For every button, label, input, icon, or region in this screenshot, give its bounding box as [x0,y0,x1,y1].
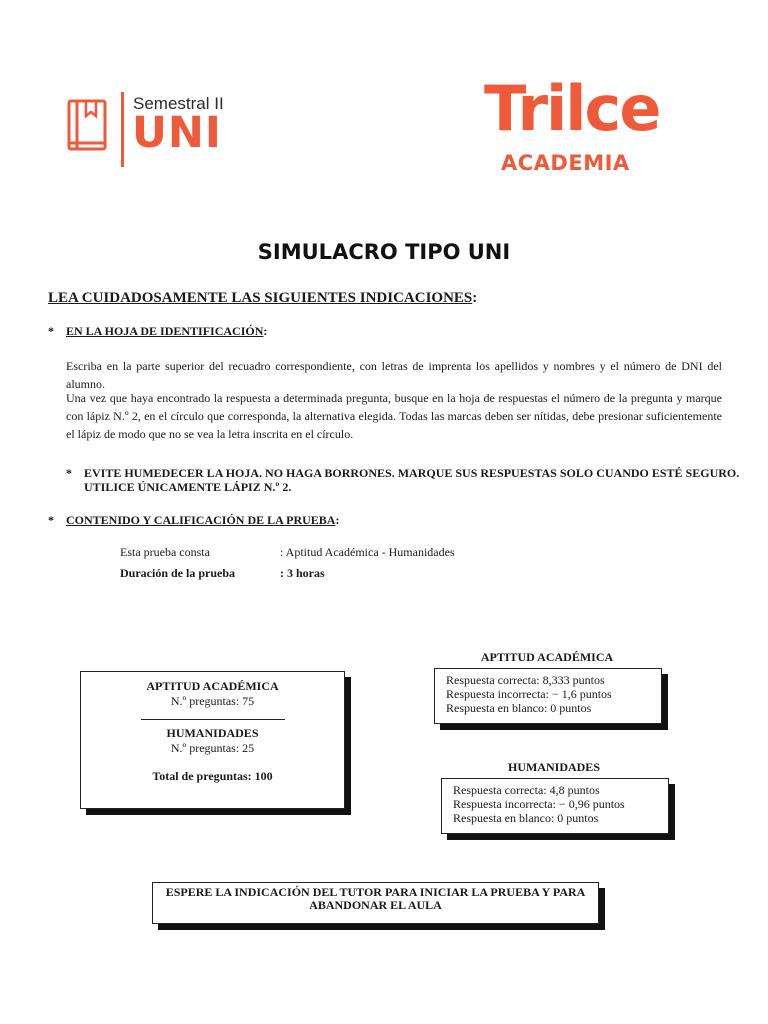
logo-subtitle: Semestral II [133,94,224,113]
ident-paragraph-1: Escriba en la parte superior del recuadro correspondiente, con letras de imprenta los apellidos y nombres y el número de DNI del alumno. [66,359,722,391]
summary-aa-count: N.º preguntas: 75 [170,694,255,708]
tutor-notice-line-2: ABANDONAR EL AULA [309,898,442,912]
scoring-aa-label: APTITUD ACADÉMICA [480,650,614,664]
summary-hum-count: N.º preguntas: 25 [170,741,255,755]
scoring-hum-box [441,778,669,834]
section-ident-title-text: EN LA HOJA DE IDENTIFICACIÓN [66,324,264,338]
tutor-notice-line-1: ESPERE LA INDICACIÓN DEL TUTOR PARA INICIAR LA PRUEBA Y PARA [165,885,586,899]
section-ident-title [66,324,267,339]
warning-line-2: UTILICE ÚNICAMENTE LÁPIZ N.º 2. [84,480,292,494]
page-title: SIMULACRO TIPO UNI [257,240,511,264]
logo-trilce [484,72,684,182]
summary-hum-title: HUMANIDADES [166,726,259,740]
section-ident-colon: : [263,324,268,338]
scoring-aa-correct: Respuesta correcta: 8,333 puntos [446,673,605,687]
scoring-aa-incorrect: Respuesta incorrecta: − 1,6 puntos [446,687,612,701]
instructions-heading [48,290,477,307]
logo-semestral-uni [66,88,246,172]
logo-divider [121,92,124,167]
section-content-title-text: CONTENIDO Y CALIFICACIÓN DE LA PRUEBA [66,513,336,527]
instructions-heading-text: LEA CUIDADOSAMENTE LAS SIGUIENTES INDICACIONES [48,290,473,306]
questions-summary-box [80,671,345,809]
exam-contents-label: Esta prueba consta [120,545,210,559]
section-content-title [66,513,339,528]
summary-divider [141,719,285,720]
bullet: * [66,466,72,480]
section-content-colon: : [335,513,340,527]
exam-duration-label: Duración de la prueba [120,566,236,580]
book-icon [66,98,110,154]
instructions-heading-colon: : [472,290,478,306]
summary-total: Total de preguntas: 100 [152,769,273,783]
ident-paragraph-2: Una vez que haya encontrado la respuesta a determinada pregunta, busque en la hoja de respuestas el número de la pregunta y marque con lápiz N.º 2, en el círculo que corresponda, la alternativa elegida. Todas las marcas deben ser nítidas, debe presionar suficientemente el lápiz de modo que no se vea la letra inscrita en el círculo. [66,391,722,441]
bullet: * [48,324,54,338]
scoring-hum-incorrect: Respuesta incorrecta: − 0,96 puntos [453,797,625,811]
scoring-hum-label: HUMANIDADES [507,760,600,774]
warning-line-1: EVITE HUMEDECER LA HOJA. NO HAGA BORRONES. MARQUE SUS RESPUESTAS SOLO CUANDO ESTÉ SEGURO. [84,466,740,480]
scoring-hum-blank: Respuesta en blanco: 0 puntos [453,811,599,825]
logo-trilce-subtitle: ACADEMIA [501,151,630,175]
exam-duration-value: : 3 horas [280,566,325,580]
bullet: * [48,513,54,527]
scoring-aa-box [434,668,662,724]
logo-name: UNI [132,108,222,158]
exam-contents-value: : Aptitud Académica - Humanidades [280,545,455,559]
scoring-hum-correct: Respuesta correcta: 4,8 puntos [453,783,600,797]
scoring-aa-blank: Respuesta en blanco: 0 puntos [446,701,592,715]
summary-aa-title: APTITUD ACADÉMICA [146,679,279,693]
tutor-notice-box [152,882,599,924]
logo-trilce-name: Trilce [484,72,660,145]
